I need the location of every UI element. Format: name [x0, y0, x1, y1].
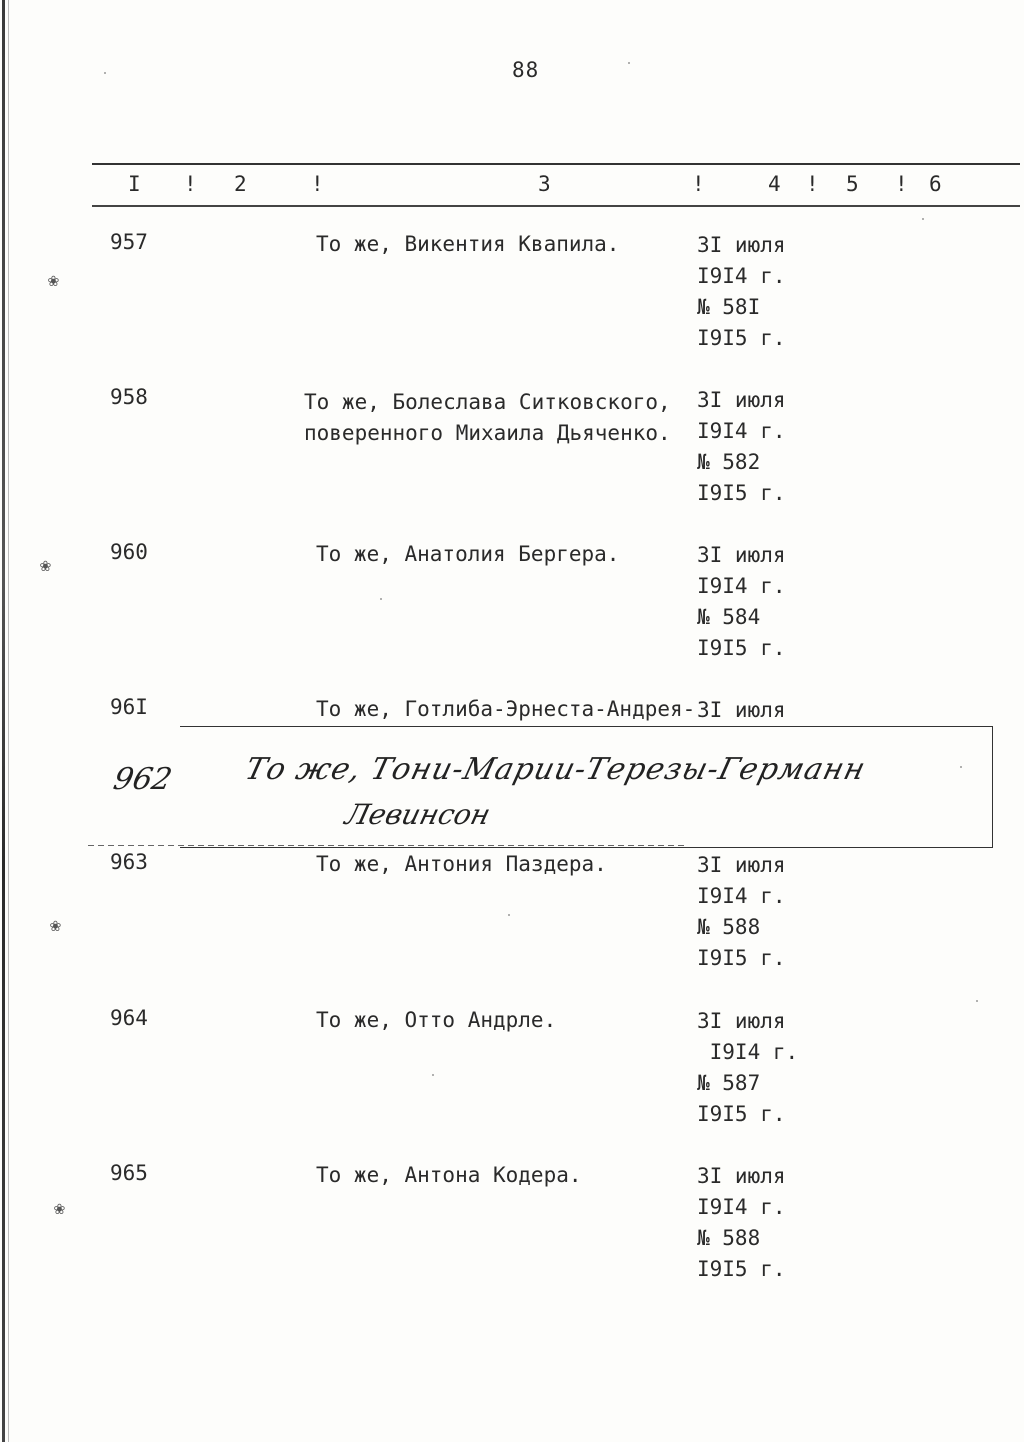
entry-description: То же, Антония Паздера.	[316, 852, 607, 876]
entry-description: То же, Викентия Квапила.	[316, 232, 620, 256]
punch-hole-mark-icon: ❀	[54, 1198, 65, 1219]
handwritten-entry-line-1: То же, Тони-Марии-Терезы-Германн	[241, 752, 870, 787]
column-separator: !	[806, 172, 819, 196]
scan-speck	[960, 766, 962, 768]
entry-number: 960	[110, 540, 148, 564]
scan-speck	[508, 914, 510, 916]
column-header-5: 5	[846, 172, 859, 196]
column-header-4: 4	[768, 172, 781, 196]
entry-number: 958	[110, 385, 148, 409]
entry-number: 957	[110, 230, 148, 254]
column-separator: !	[692, 172, 705, 196]
correction-underline	[88, 845, 688, 846]
scan-speck	[628, 62, 630, 64]
entry-description: То же, Отто Андрле.	[316, 1008, 557, 1032]
scan-speck	[976, 1000, 978, 1002]
binding-edge-line	[8, 0, 9, 1442]
column-header-3: 3	[538, 172, 551, 196]
entry-date: 3I июля I9I4 г. № 58I I9I5 г.	[697, 233, 786, 350]
entry-description: То же, Готлиба-Эрнеста-Андрея-	[316, 697, 696, 721]
scan-speck	[380, 598, 382, 600]
page-number: 88	[512, 58, 540, 82]
handwritten-entry-line-2: Левинсон	[341, 798, 494, 831]
entry-date: 3I июля I9I4 г. № 584 I9I5 г.	[697, 543, 786, 660]
entry-date: 3I июля	[697, 698, 786, 722]
entry-description: То же, Болеслава Ситковского, поверенного Михаила Дьяченко.	[304, 390, 671, 445]
punch-hole-mark-icon: ❀	[48, 270, 59, 291]
handwritten-correction-box	[180, 726, 993, 848]
punch-hole-mark-icon: ❀	[50, 915, 61, 936]
column-header-2: 2	[234, 172, 247, 196]
column-header-6: 6	[929, 172, 942, 196]
column-header-1: I	[128, 172, 141, 196]
table-header-top-rule	[92, 163, 1020, 165]
entry-number: 96I	[110, 695, 148, 719]
entry-number: 963	[110, 850, 148, 874]
entry-date: 3I июля I9I4 г. № 588 I9I5 г.	[697, 853, 786, 970]
entry-date: 3I июля I9I4 г. № 582 I9I5 г.	[697, 388, 786, 505]
column-separator: !	[895, 172, 908, 196]
punch-hole-mark-icon: ❀	[40, 555, 51, 576]
column-separator: !	[184, 172, 197, 196]
scan-speck	[104, 72, 106, 74]
entry-date: 3I июля I9I4 г. № 588 I9I5 г.	[697, 1164, 786, 1281]
entry-number: 964	[110, 1006, 148, 1030]
entry-description: То же, Анатолия Бергера.	[316, 542, 620, 566]
table-header-bottom-rule	[92, 205, 1020, 207]
entry-number: 965	[110, 1161, 148, 1185]
scan-speck	[432, 1074, 434, 1076]
handwritten-entry-number: 962	[110, 762, 175, 797]
entry-date: 3I июля I9I4 г. № 587 I9I5 г.	[697, 1009, 799, 1126]
binding-edge	[2, 0, 5, 1442]
column-separator: !	[311, 172, 324, 196]
entry-description: То же, Антона Кодера.	[316, 1163, 582, 1187]
scan-speck	[922, 218, 924, 220]
